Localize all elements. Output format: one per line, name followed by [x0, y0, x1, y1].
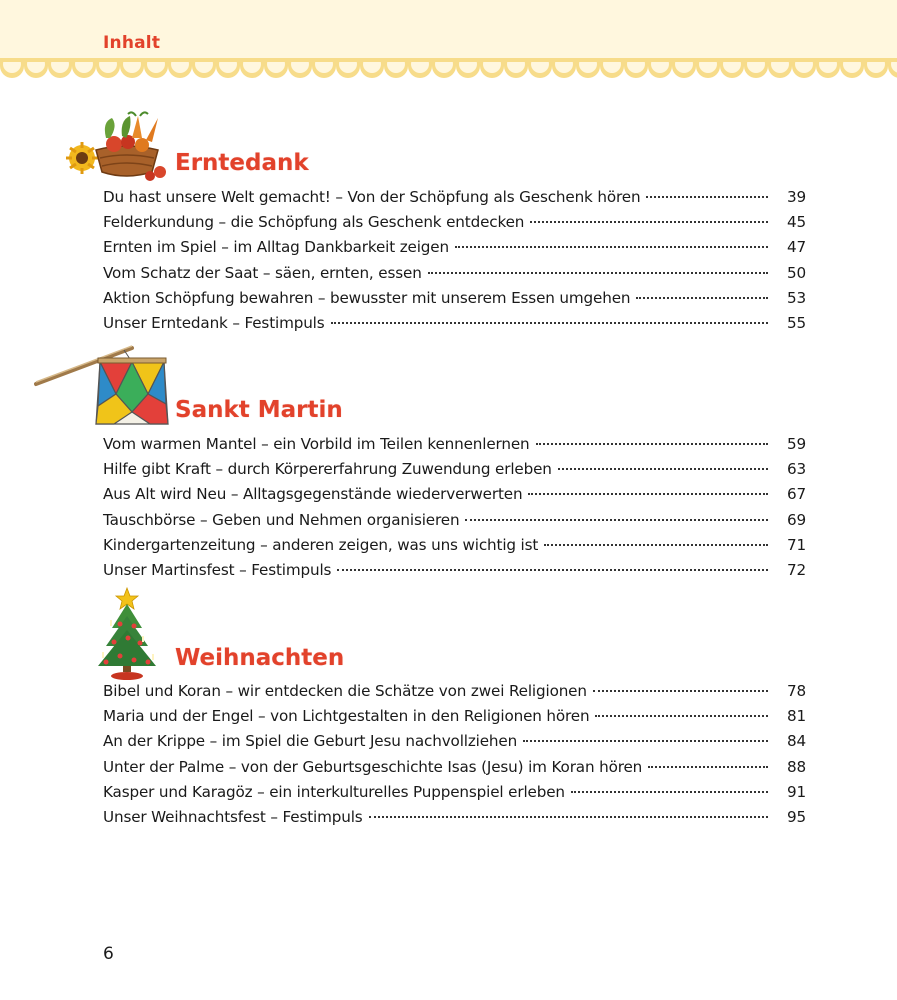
toc-entry[interactable]: [103, 210, 806, 235]
leader-dots: [646, 195, 768, 198]
toc-entry-text: An der Krippe – im Spiel die Geburt Jesu nachvollziehen: [103, 732, 518, 751]
toc-entry-page: 81: [786, 707, 806, 726]
leader-dots: [558, 467, 768, 470]
leader-dots: [636, 296, 768, 299]
toc-entry-page: 71: [786, 535, 806, 554]
leader-dots: [523, 739, 768, 742]
toc-entry[interactable]: [103, 558, 806, 583]
toc-entry[interactable]: [103, 457, 806, 482]
leader-dots: [455, 245, 768, 248]
toc-entry-text: Aus Alt wird Neu – Alltagsgegenstände wiederverwerten: [103, 485, 523, 504]
toc-entry-page: 45: [786, 213, 806, 232]
toc-entry-page: 47: [786, 238, 806, 257]
leader-dots: [428, 271, 768, 274]
toc-entry[interactable]: [103, 704, 806, 729]
christmas-tree-icon: [94, 586, 160, 682]
toc-entry-text: Hilfe gibt Kraft – durch Körpererfahrung Zuwendung erleben: [103, 460, 552, 479]
toc-entry[interactable]: [103, 755, 806, 780]
toc-entry-page: 88: [786, 757, 806, 776]
toc-entry-text: Maria und der Engel – von Lichtgestalten in den Religionen hören: [103, 707, 590, 726]
toc-entry-text: Unter der Palme – von der Geburtsgeschichte Isas (Jesu) im Koran hören: [103, 757, 643, 776]
leader-dots: [369, 815, 768, 818]
toc-entry-text: Aktion Schöpfung bewahren – bewusster mit unserem Essen umgehen: [103, 288, 631, 307]
toc-entry-page: 63: [786, 460, 806, 479]
section-title-weihnachten: Weihnachten: [175, 645, 345, 671]
toc-entry-text: Tauschbörse – Geben und Nehmen organisieren: [103, 510, 460, 529]
toc-entry-text: Vom warmen Mantel – ein Vorbild im Teilen kennenlernen: [103, 435, 530, 453]
section-title-erntedank: Erntedank: [175, 150, 309, 176]
toc-entry[interactable]: [103, 780, 806, 805]
toc-entry-page: 53: [786, 288, 806, 307]
leader-dots: [530, 220, 768, 223]
toc-list-erntedank: [103, 185, 806, 336]
toc-entry-text: Ernten im Spiel – im Alltag Dankbarkeit zeigen: [103, 238, 449, 257]
toc-entry-page: 67: [786, 485, 806, 504]
page-title: Inhalt: [103, 33, 161, 53]
toc-entry[interactable]: [103, 185, 806, 210]
toc-entry-page: 39: [786, 188, 806, 206]
page-number: 6: [103, 944, 114, 964]
toc-entry-page: 50: [786, 263, 806, 282]
lantern-icon: [34, 342, 174, 432]
toc-entry-text: Du hast unsere Welt gemacht! – Von der Schöpfung als Geschenk hören: [103, 188, 641, 206]
harvest-basket-icon: [66, 108, 170, 184]
toc-entry[interactable]: [103, 286, 806, 311]
toc-entry-page: 95: [786, 807, 806, 826]
leader-dots: [528, 492, 768, 495]
leader-dots: [544, 543, 768, 546]
section-title-sankt-martin: Sankt Martin: [175, 397, 343, 423]
toc-entry[interactable]: [103, 482, 806, 507]
toc-entry-page: 91: [786, 782, 806, 801]
leader-dots: [465, 518, 768, 521]
leader-dots: [571, 790, 768, 793]
toc-list-sankt-martin: [103, 432, 806, 583]
toc-entry-page: 78: [786, 682, 806, 700]
toc-entry[interactable]: [103, 508, 806, 533]
toc-entry-text: Vom Schatz der Saat – säen, ernten, essen: [103, 263, 422, 282]
leader-dots: [331, 321, 768, 324]
toc-list-weihnachten: [103, 679, 806, 830]
leader-dots: [595, 714, 768, 717]
toc-entry-page: 69: [786, 510, 806, 529]
toc-entry[interactable]: [103, 729, 806, 754]
toc-entry[interactable]: [103, 311, 806, 336]
header-band: [0, 0, 897, 64]
leader-dots: [337, 568, 768, 571]
toc-entry-text: Unser Martinsfest – Festimpuls: [103, 560, 332, 579]
toc-entry[interactable]: [103, 805, 806, 830]
leader-dots: [648, 765, 768, 768]
toc-entry-page: 55: [786, 313, 806, 332]
toc-entry[interactable]: [103, 432, 806, 457]
toc-entry-page: 72: [786, 560, 806, 579]
toc-entry-page: 59: [786, 435, 806, 453]
toc-entry-page: 84: [786, 732, 806, 751]
toc-entry-text: Felderkundung – die Schöpfung als Geschenk entdecken: [103, 213, 525, 232]
toc-entry[interactable]: [103, 679, 806, 704]
toc-entry[interactable]: [103, 235, 806, 260]
leader-dots: [593, 689, 768, 692]
scallop-border: [0, 58, 897, 84]
toc-entry-text: Bibel und Koran – wir entdecken die Schätze von zwei Religionen: [103, 682, 587, 700]
toc-entry[interactable]: [103, 261, 806, 286]
toc-entry[interactable]: [103, 533, 806, 558]
toc-entry-text: Unser Weihnachtsfest – Festimpuls: [103, 807, 363, 826]
toc-entry-text: Kasper und Karagöz – ein interkulturelles Puppenspiel erleben: [103, 782, 565, 801]
toc-entry-text: Kindergartenzeitung – anderen zeigen, was uns wichtig ist: [103, 535, 539, 554]
leader-dots: [536, 442, 768, 445]
toc-entry-text: Unser Erntedank – Festimpuls: [103, 313, 325, 332]
